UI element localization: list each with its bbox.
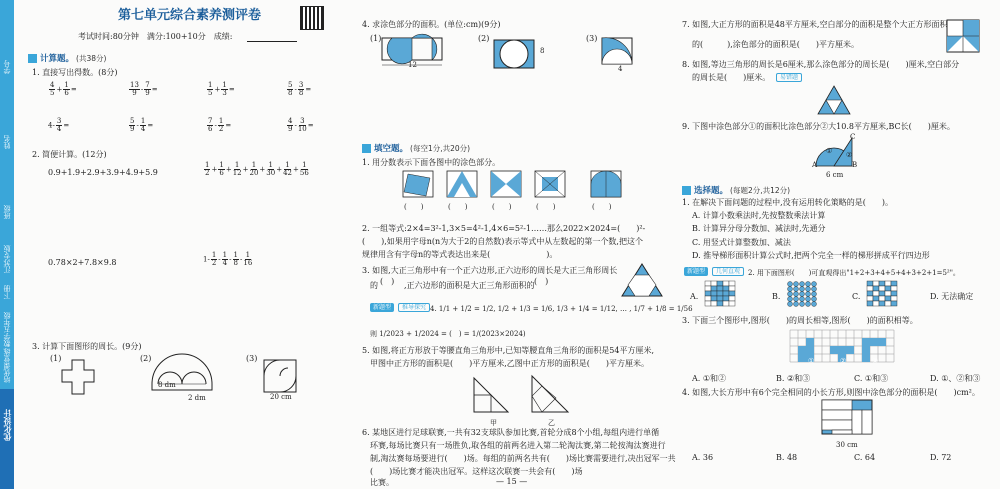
f7-square-figure: [945, 18, 981, 54]
denominator: 2: [211, 259, 217, 267]
fraction: [218, 162, 224, 177]
fraction: [63, 82, 69, 97]
denominator: 56: [299, 169, 309, 177]
spine-label-id: 学号: [3, 60, 11, 74]
fraction: [298, 82, 304, 97]
fraction: [283, 162, 292, 177]
fraction: [233, 252, 239, 267]
f4-line: 4. 1/1 + 1/2 = 1/2, 1/2 + 1/3 = 1/6, 1/3 + 1/4 = 1/12, … , 1/7 + 1/8 = 1/56: [430, 305, 693, 313]
operator: 1-: [203, 255, 210, 264]
q1-item: [206, 118, 231, 133]
denominator: 9: [130, 125, 135, 133]
f6-line4: ( )场比赛才能决出冠军。这样这次联赛一共会有( )场: [370, 467, 583, 476]
fraction: [298, 118, 307, 133]
operator: -: [140, 85, 144, 94]
q3-cross-figure: [60, 358, 100, 398]
f4-tag-new: 新题型: [370, 303, 394, 312]
fraction: [144, 82, 150, 97]
fraction: [129, 82, 140, 97]
c4-option-a[interactable]: A. 36: [692, 453, 714, 462]
operator: +: [276, 165, 283, 174]
section-fill: [362, 142, 470, 154]
section-choice: [682, 184, 790, 196]
operator: -: [52, 121, 55, 130]
spine-label-series: 培优课堂练: [3, 348, 11, 383]
operator: =: [307, 121, 314, 130]
denominator: 42: [283, 169, 292, 177]
denominator: 4: [140, 125, 146, 133]
c1-option-a[interactable]: A. 计算小数乘法时,先按整数乘法计算: [692, 211, 826, 220]
f1-text: 1. 用分数表示下面各图中的涂色部分。: [362, 158, 501, 167]
denominator: 6: [64, 89, 69, 97]
c3-label-3: ③: [872, 357, 879, 365]
denominator: 9: [288, 125, 293, 133]
q4-label-2: (2): [478, 34, 490, 43]
f1-answer-blank[interactable]: ( ): [592, 203, 612, 211]
q1-item: [128, 82, 158, 97]
c3-option-d[interactable]: D. ①、②和③: [930, 374, 981, 383]
f9-label-2: ②: [846, 151, 853, 159]
operator: +: [214, 85, 221, 94]
qr-code-icon: [300, 6, 324, 30]
f1-figure-4: [534, 170, 570, 200]
operator: +: [211, 165, 218, 174]
fraction: [222, 252, 228, 267]
q4-title: 4. 求涂色部分的面积。(单位:cm)(9分): [362, 20, 501, 29]
numerator: 13: [130, 81, 139, 89]
numerator: 1: [222, 81, 227, 89]
denominator: 2: [205, 169, 210, 177]
operator: =: [228, 85, 235, 94]
q1-item: [128, 118, 153, 133]
q1-item: [286, 82, 311, 97]
f4-tag-explore: 推导探究: [398, 303, 430, 312]
fraction: [300, 162, 309, 177]
q3-label-2: (2): [140, 354, 152, 363]
section-marker-icon: [28, 54, 37, 63]
f1-figure-3: [490, 170, 526, 200]
f4-line2: 则 1/2023 + 1/2024 = ( ) = 1/(2023×2024): [370, 330, 526, 338]
c1-option-d[interactable]: D. 推导梯形面积计算公式时,把两个完全一样的梯形拼成平行四边形: [692, 251, 930, 260]
numerator: 1: [64, 81, 69, 89]
fraction: [204, 162, 210, 177]
q2-expr3: 0.78×2+7.8×9.8: [48, 258, 117, 267]
q3-label-3: (3): [246, 354, 258, 363]
q1-title: 1. 直接写出得数。(8分): [32, 68, 118, 77]
operator: =: [147, 121, 154, 130]
numerator: 1: [211, 251, 217, 259]
q2-expr1: 0.9+1.9+2.9+3.9+4.9+5.9: [48, 168, 158, 177]
f9-semicircle-figure: [812, 132, 872, 172]
denominator: 5: [50, 89, 55, 97]
f1-figure-1: [402, 170, 438, 200]
q2-expr4: [203, 252, 253, 267]
operator: =: [70, 85, 77, 94]
f9-label-c: C: [850, 133, 856, 141]
operator: 4: [48, 121, 53, 130]
numerator: 5: [288, 81, 293, 89]
c4-dim-30cm: 30 cm: [836, 441, 858, 449]
f3-line1: 3. 如图,大正三角形中有一个正六边形,正六边形的周长是大正三角形周长: [362, 266, 618, 275]
f3-line3: ,正六边形的面积是大正三角形面积的: [404, 281, 535, 290]
f3-line2: 的: [370, 281, 378, 290]
denominator: 3: [222, 89, 227, 97]
f5-label-yi: 乙: [548, 419, 555, 427]
spine-label-class: 班级: [3, 205, 11, 219]
q4-label-1: (1): [370, 34, 382, 43]
numerator: 1: [285, 161, 290, 169]
denominator: 8: [288, 89, 293, 97]
q4-dim-8: 8: [540, 47, 545, 55]
score-blank[interactable]: [247, 41, 297, 42]
numerator: 1: [245, 251, 251, 259]
f6-line5: 比赛。: [370, 478, 394, 487]
f3-hexagon-figure: [620, 262, 664, 298]
f8-tag-error: 易错题: [776, 73, 802, 82]
f3-blank-c[interactable]: ( ): [534, 277, 549, 286]
c2-tag-geometry: 几何直观: [712, 267, 744, 276]
denominator: 8: [298, 89, 304, 97]
c2-option-a[interactable]: A.: [690, 292, 699, 301]
q3-dim-2dm: 2 dm: [188, 394, 206, 402]
c3-label-2: ②: [840, 357, 847, 365]
f1-answer-blank[interactable]: ( ): [404, 203, 424, 211]
c2-option-b[interactable]: B.: [772, 292, 781, 301]
fraction: [129, 118, 135, 133]
operator: +: [293, 165, 299, 174]
fraction: [207, 118, 213, 133]
spine-label-edition: 江苏专版: [3, 245, 11, 273]
c2-option-d[interactable]: D. 无法确定: [930, 292, 974, 301]
c2-option-figure-2: [786, 280, 820, 310]
denominator: 4: [56, 125, 62, 133]
fraction: [287, 82, 293, 97]
numerator: 7: [145, 81, 150, 89]
c1-option-c[interactable]: C. 用竖式计算整数加、减法: [692, 238, 791, 247]
f7-line2: 的( ),涂色部分的面积是( )平方厘米。: [692, 40, 860, 49]
operator: -: [294, 85, 297, 94]
q3-arch-figure: [150, 356, 230, 396]
c3-option-a[interactable]: A. ①和②: [692, 374, 727, 383]
denominator: 20: [249, 169, 259, 177]
numerator: 1: [208, 81, 213, 89]
c3-label-1: ①: [808, 357, 815, 365]
operator: -: [294, 121, 297, 130]
numerator: 1: [233, 251, 238, 259]
f6-line2: 环赛,每场比赛只有一场胜负,取各组的前两名进入第二轮淘汰赛,第二轮按淘汰赛进行: [370, 441, 666, 450]
operator: +: [56, 85, 63, 94]
numerator: 1: [234, 161, 240, 169]
denominator: 9: [132, 89, 137, 97]
denominator: 6: [208, 125, 213, 133]
f9-label-6cm: 6 cm: [826, 171, 844, 179]
numerator: 3: [56, 117, 62, 125]
q2-expr2: [203, 162, 310, 177]
operator: -: [229, 255, 232, 264]
numerator: 3: [300, 117, 305, 125]
operator: -: [136, 121, 139, 130]
c2-option-c[interactable]: C.: [852, 292, 861, 301]
page-number: — 15 —: [496, 477, 528, 486]
operator: -: [239, 255, 243, 264]
q3-dim-20cm: 20 cm: [270, 393, 292, 401]
f9-line: 9. 下图中涂色部分①的面积比涂色部分②大10.8平方厘米,BC长( )厘米。: [682, 122, 955, 131]
section-fill-title: 填空题。: [374, 144, 409, 154]
q1-item: [48, 82, 77, 97]
f7-line1: 7. 如图,大正方形的面积是48平方厘米,空白部分的面积是整个大正方形面积: [682, 20, 948, 29]
f5-triangles-figure: [472, 372, 592, 416]
section-fill-points: (每空1分,共20分): [410, 143, 471, 153]
q4-dim-4: 4: [618, 65, 623, 73]
fraction: [211, 252, 217, 267]
f9-label-1: ①: [826, 147, 833, 155]
c2-option-figure-3: [866, 280, 900, 310]
c4-option-b[interactable]: B. 48: [776, 453, 798, 462]
operator: =: [63, 121, 70, 130]
f9-label-a: A: [812, 161, 818, 169]
f5-label-jia: 甲: [490, 419, 497, 427]
numerator: 1: [205, 161, 210, 169]
c2-tag-new: 新题型: [684, 267, 708, 276]
numerator: 4: [50, 81, 55, 89]
numerator: 5: [130, 117, 135, 125]
f2-line3: 规律用含有字母n的等式表达出来是( )。: [362, 250, 558, 259]
c2-question: 2. 用下面图形( )可直观得出"1+2+3+4+5+4+3+2+1=5²"。: [748, 269, 960, 277]
denominator: 16: [243, 259, 253, 267]
fraction: [207, 82, 213, 97]
operator: -: [214, 121, 217, 130]
fraction: [233, 162, 242, 177]
fraction: [49, 82, 55, 97]
section-marker-icon: [362, 144, 371, 153]
operator: +: [242, 165, 249, 174]
c4-rectangle-figure: [820, 398, 880, 442]
f9-label-b: B: [852, 161, 858, 169]
denominator: 10: [297, 125, 307, 133]
q1-item: [206, 82, 235, 97]
q2-title: 2. 简便计算。(12分): [32, 150, 107, 159]
q1-item: [286, 118, 314, 133]
f1-answer-blank[interactable]: ( ): [448, 203, 468, 211]
f5-line1: 5. 如图,将正方形放于等腰直角三角形中,已知等腰直角三角形的面积是54平方厘米,: [362, 346, 654, 355]
numerator: 7: [208, 117, 213, 125]
section-choice-title: 选择题。: [694, 186, 729, 196]
numerator: 4: [288, 117, 293, 125]
exam-info: 考试时间:80分钟 满分:100+10分 成绩:: [78, 32, 233, 41]
q3-dim-8dm: 8 dm: [158, 381, 176, 389]
c3-option-b[interactable]: B. ②和③: [776, 374, 811, 383]
fraction: [266, 162, 275, 177]
fraction: [287, 118, 293, 133]
spine-brand: [0, 389, 14, 489]
numerator: 1: [251, 161, 257, 169]
numerator: 1: [219, 161, 224, 169]
denominator: 2: [218, 125, 224, 133]
q3-label-1: (1): [50, 354, 62, 363]
denominator: 9: [145, 89, 150, 97]
operator: =: [225, 121, 232, 130]
c3-option-c[interactable]: C. ①和③: [854, 374, 889, 383]
brand-text: 优化设计: [3, 409, 12, 441]
numerator: 1: [302, 161, 307, 169]
c4-option-d[interactable]: D. 72: [930, 453, 952, 462]
c1-option-b[interactable]: B. 计算异分母分数加、减法时,先通分: [692, 224, 826, 233]
f1-figure-2: [446, 170, 482, 200]
section-calc-title: 计算题。: [40, 54, 75, 64]
denominator: 5: [208, 89, 213, 97]
operator: -: [218, 255, 221, 264]
f8-triangle-figure: [816, 84, 852, 116]
c4-option-c[interactable]: C. 64: [854, 453, 876, 462]
section-calc: [28, 52, 106, 64]
fraction: [221, 82, 227, 97]
q1-item: [48, 118, 69, 133]
numerator: 1: [222, 251, 228, 259]
c4-question: 4. 如图,大长方形中有6个完全相同的小长方形,则图中涂色部分的面积是( )cm²。: [682, 388, 980, 397]
f6-line1: 6. 某地区进行足球联赛,一共有32支球队参加比赛,首轮分成8个小组,每组内进行单循: [362, 428, 660, 437]
f1-answer-blank[interactable]: ( ): [492, 203, 512, 211]
spine-label-volume: 下册: [3, 285, 11, 299]
section-choice-points: (每题2分,共12分): [730, 185, 791, 195]
numerator: 3: [298, 81, 304, 89]
fraction: [140, 118, 146, 133]
denominator: 4: [222, 259, 228, 267]
page-title: 第七单元综合素养测评卷: [118, 8, 262, 23]
q3-title: 3. 计算下面图形的周长。(9分): [32, 342, 142, 351]
fraction: [243, 252, 252, 267]
f3-blank-b[interactable]: ( ): [380, 277, 395, 286]
c1-question: 1. 在解决下面问题的过程中,没有运用转化策略的是( )。: [682, 198, 893, 207]
f8-line2: 的周长是( )厘米。: [692, 73, 771, 82]
f6-line3: 制,淘汰赛每场要进行( )场。每组的前两名共有( )场比赛需要进行,决出冠军一共: [370, 454, 676, 463]
operator: +: [225, 165, 232, 174]
fraction: [249, 162, 258, 177]
fraction: [56, 118, 62, 133]
f8-line1: 8. 如图,等边三角形的周长是6厘米,那么涂色部分的周长是( )厘米,空白部分: [682, 60, 960, 69]
q4-label-3: (3): [586, 34, 598, 43]
numerator: 1: [218, 117, 224, 125]
operator: =: [151, 85, 158, 94]
denominator: 12: [232, 169, 242, 177]
denominator: 8: [233, 259, 238, 267]
operator: +: [259, 165, 266, 174]
f1-figure-5: [590, 170, 626, 200]
f2-line2: ( ),如果用字母n(n为大于2的自然数)表示等式中从左数起的第一个数,把这个: [362, 237, 643, 246]
spine-label-grade: 数学五年级: [3, 312, 11, 347]
binding-spine: [0, 0, 14, 489]
f5-line2: 甲图中正方形的面积是( )平方厘米,乙图中正方形的面积是( )平方厘米。: [370, 359, 650, 368]
numerator: 1: [140, 117, 146, 125]
section-calc-points: (共38分): [76, 53, 107, 63]
f2-line1: 2. 一组等式:2×4=3²-1,3×5=4²-1,4×6=5²-1……那么2022×2024=( )²-: [362, 224, 646, 233]
f1-answer-blank[interactable]: ( ): [536, 203, 556, 211]
c3-question: 3. 下面三个图形中,图形( )的周长相等,图形( )的面积相等。: [682, 316, 918, 325]
numerator: 1: [268, 161, 273, 169]
section-marker-icon: [682, 186, 691, 195]
fraction: [218, 118, 224, 133]
denominator: 30: [266, 169, 276, 177]
operator: =: [305, 85, 312, 94]
spine-label-name: 姓名: [3, 135, 11, 149]
c2-option-figure-1: [704, 280, 738, 310]
denominator: 6: [219, 169, 224, 177]
q4-dim-12: 12: [408, 61, 417, 69]
